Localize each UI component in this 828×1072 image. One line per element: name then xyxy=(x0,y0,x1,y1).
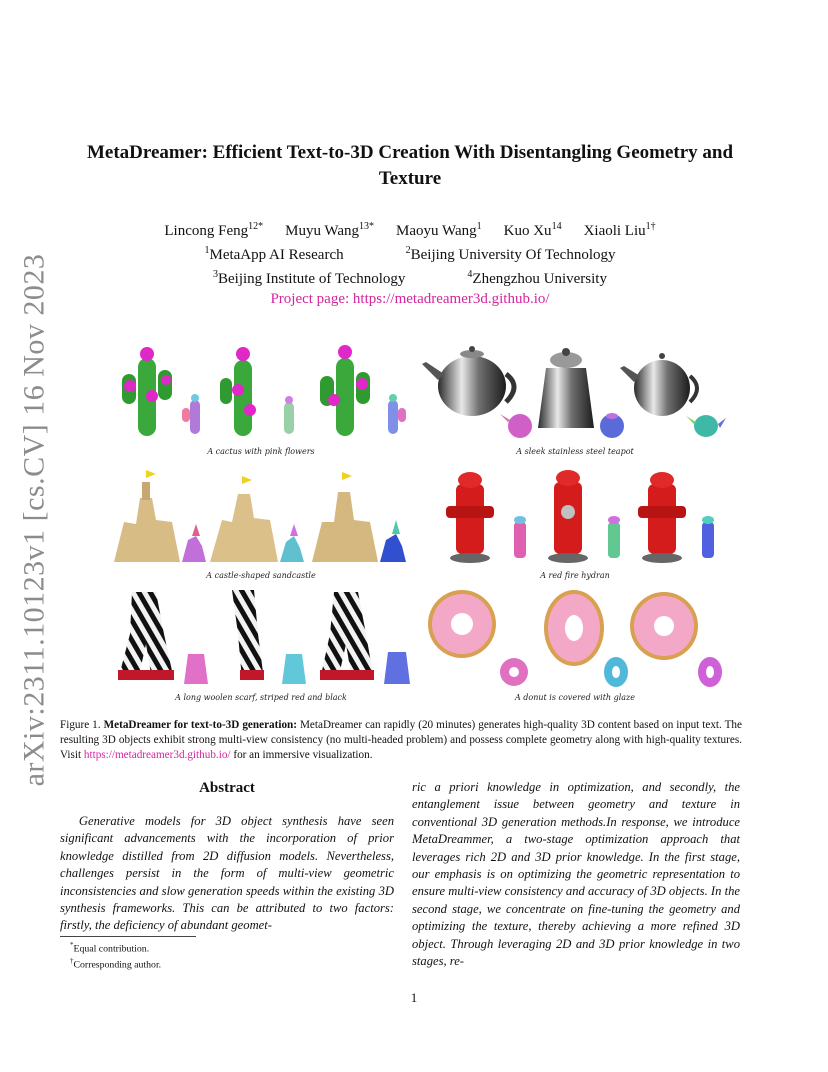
affiliations-row-2 xyxy=(90,265,730,289)
sandcastle-view xyxy=(114,470,180,562)
teapot-view xyxy=(422,346,514,416)
sandcastle-normal-view xyxy=(182,524,206,562)
abstract-text-left: Generative models for 3D object synthesis have seen significant advancements with the incorporation of prior knowledge distilled from 2D diffusion models. Nevertheless, challenges persist in the form of multi-view geometric inconsistencies and slow generation speeds within the existing 3D synthesis frameworks. This can be attributed to two factors: firstly, the deficiency of abundant geomet- xyxy=(60,814,394,933)
teapot-view xyxy=(620,353,697,416)
figure-panel-sandcastle xyxy=(108,462,414,584)
teapot-normal-view xyxy=(686,415,726,437)
arxiv-id-text: arXiv:2311.10123v1 [cs.CV] 16 Nov 2023 xyxy=(17,253,50,787)
author: Maoyu Wang$^1$ xyxy=(396,221,482,239)
hydrant-normal-view xyxy=(514,516,526,558)
teapot-normal-view xyxy=(600,413,624,438)
donut-normal-view xyxy=(698,657,722,687)
scarf-normal-view xyxy=(184,654,208,684)
figure-panel-cactus xyxy=(108,338,414,460)
sandcastle-normal-view xyxy=(380,520,406,562)
figure-panel-scarf xyxy=(108,584,414,706)
author-block xyxy=(90,217,730,309)
panel-caption: A sleek stainless steel teapot xyxy=(516,447,634,456)
author: Xiaoli Liu$^{1\dagger}$ xyxy=(583,221,656,239)
cactus-normal-view xyxy=(284,396,294,434)
affiliation: $^2$Beijing University Of Technology xyxy=(405,245,616,263)
sandcastle-view xyxy=(210,476,278,562)
donut-normal-view xyxy=(604,657,628,687)
cactus-view xyxy=(122,347,172,436)
panel-caption: A donut is covered with glaze xyxy=(514,693,635,702)
scarf-view xyxy=(232,590,264,680)
affiliation: $^4$Zhengzhou University xyxy=(467,269,607,287)
sandcastle-renders xyxy=(108,462,414,570)
figure-1 xyxy=(108,338,728,708)
scarf-renders xyxy=(108,584,414,692)
author-list xyxy=(90,217,730,241)
affiliations-row-1 xyxy=(90,241,730,265)
author: Lincong Feng$^{12*}$ xyxy=(164,221,264,239)
hydrant-view xyxy=(638,472,686,563)
teapot-normal-view xyxy=(500,414,532,438)
project-page-link[interactable]: Project page: https://metadreamer3d.github.io/ xyxy=(270,291,550,307)
teapot-view xyxy=(538,348,594,428)
panel-caption: A long woolen scarf, striped red and black xyxy=(175,693,347,702)
scarf-view xyxy=(118,592,174,680)
donut-view xyxy=(630,592,698,660)
paper-title: MetaDreamer: Efficient Text-to-3D Creation With Disentangling Geometry and Texture xyxy=(86,142,734,189)
panel-caption: A cactus with pink flowers xyxy=(207,447,315,456)
cactus-view xyxy=(220,347,256,436)
scarf-normal-view xyxy=(282,654,306,684)
hydrant-view xyxy=(446,472,494,563)
author: Kuo Xu$^{14}$ xyxy=(503,221,562,239)
footnotes xyxy=(70,939,161,972)
footnote: *Equal contribution. xyxy=(70,941,150,955)
donut-renders xyxy=(422,584,728,692)
scarf-normal-view xyxy=(384,652,410,684)
abstract-text-right: ric a priori knowledge in optimization, and secondly, the entanglement issue between geometry and texture in conventional 3D generation methods.In response, we introduce MetaDreammer, a two-stage optimization approach that leverages rich 2D and 3D prior knowledge. In the first stage, our emphasis is on optimizing the geometric representation to ensure multi-view consistency and accuracy of 3D objects. In the second stage, we concentrate on fine-tuning the geometry and optimizing the texture, thereby achieving a more refined 3D object. Through leveraging 2D and 3D prior knowledge in two stages, re- xyxy=(412,780,740,969)
figure-panel-teapot xyxy=(422,338,728,460)
teapot-renders xyxy=(422,338,728,446)
figure-panel-hydrant xyxy=(422,462,728,584)
hydrant-normal-view xyxy=(608,516,620,558)
hydrant-renders xyxy=(422,462,728,570)
cactus-view xyxy=(320,345,370,436)
scarf-view xyxy=(320,592,374,680)
hydrant-view xyxy=(548,470,588,563)
donut-view xyxy=(544,590,604,666)
affiliation: $^3$Beijing Institute of Technology xyxy=(213,269,406,287)
cactus-renders xyxy=(108,338,414,446)
sandcastle-normal-view xyxy=(280,524,304,562)
page-number: 1 xyxy=(410,990,418,1005)
footnote-rule xyxy=(60,936,196,937)
hydrant-normal-view xyxy=(702,516,714,558)
figure-caption-link[interactable]: https://metadreamer3d.github.io/ xyxy=(83,749,231,761)
affiliation: $^1$MetaApp AI Research xyxy=(204,245,344,263)
arxiv-identifier xyxy=(6,253,62,787)
abstract-heading: Abstract xyxy=(199,780,255,796)
cactus-normal-view xyxy=(182,394,200,434)
sandcastle-view xyxy=(312,472,378,562)
author: Muyu Wang$^{13*}$ xyxy=(285,221,375,239)
panel-caption: A red fire hydran xyxy=(540,571,610,580)
figure-panel-donut xyxy=(422,584,728,706)
donut-normal-view xyxy=(500,658,528,686)
donut-view xyxy=(428,590,496,658)
figure-caption: Figure 1. MetaDreamer for text-to-3D generation: MetaDreamer can rapidly (20 minutes) generates high-quality 3D content based on input text. The resulting 3D objects exhibit strong multi-view consistency (no multi-headed problem) and possess complete geometry along with high-quality textures. Visit https://metadreamer3d.github.io/ for an immersive visualization. xyxy=(60,719,742,761)
cactus-normal-view xyxy=(388,394,406,434)
project-page-row xyxy=(90,289,730,309)
footnote: †Corresponding author. xyxy=(70,957,162,971)
panel-caption: A castle-shaped sandcastle xyxy=(206,571,316,580)
